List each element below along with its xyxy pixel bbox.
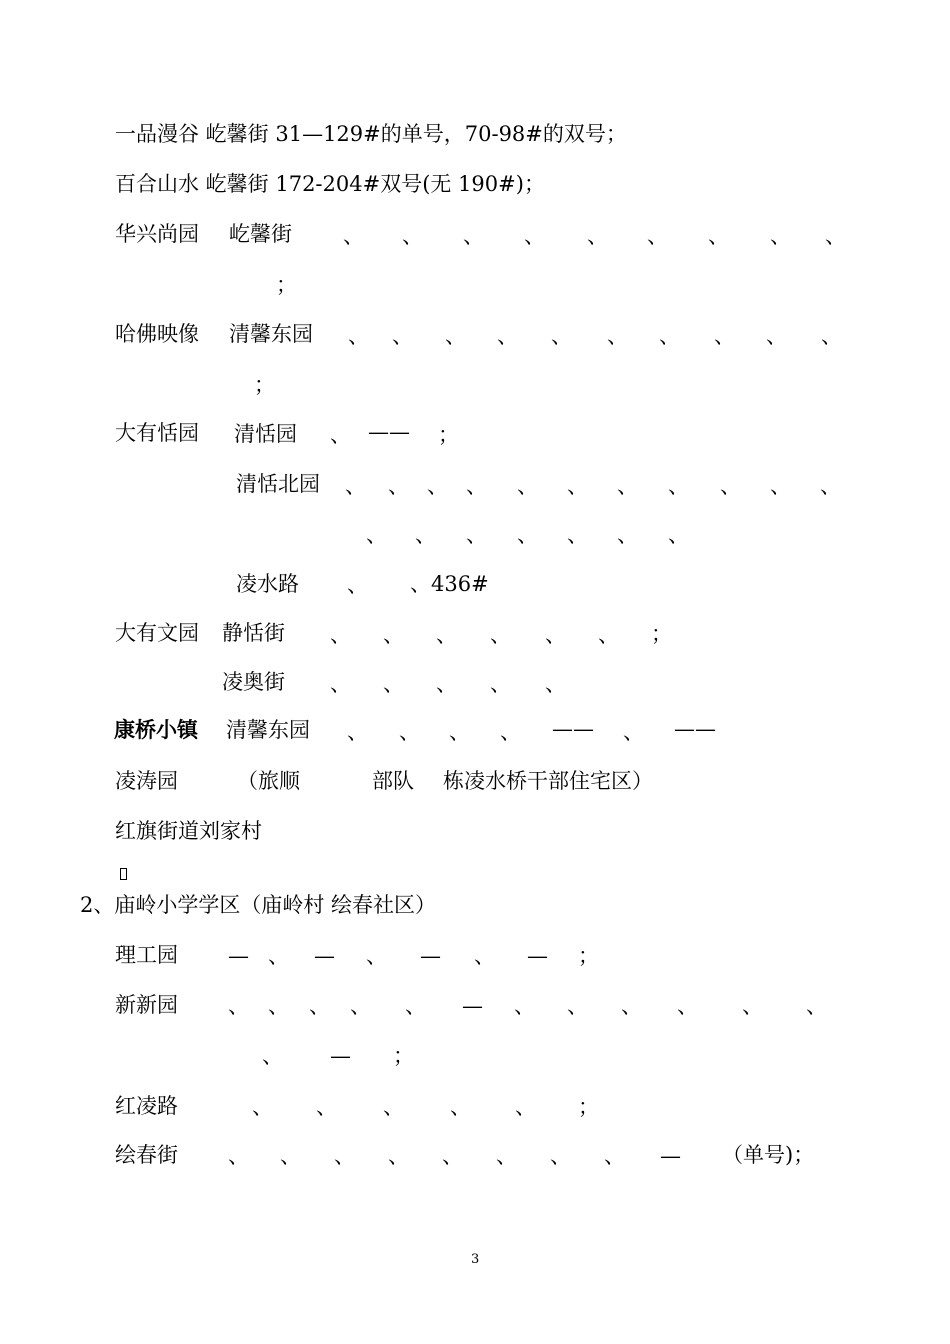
comma-glyph: 、 [770, 224, 791, 248]
comma-glyph: 、 [497, 324, 518, 348]
dayoutian-dash: —— [368, 420, 410, 444]
line-dayoutian-name: 大有恬园 [115, 421, 199, 445]
comma-glyph: 、 [466, 474, 487, 498]
comma-glyph: 、 [463, 224, 484, 248]
comma-glyph: 、 [617, 523, 638, 547]
comma-glyph: 、 [517, 474, 538, 498]
comma-glyph: 、 [720, 474, 741, 498]
comma-glyph: 、 [545, 623, 566, 647]
symbol-glyph: 、 [604, 1144, 625, 1168]
comma-glyph: 、 [343, 224, 364, 248]
comma-glyph: 、 [490, 623, 511, 647]
symbol-glyph: — [420, 944, 441, 968]
comma-glyph: 、 [708, 224, 729, 248]
line-lingtao-name: 凌涛园 [115, 769, 178, 793]
comma-glyph: 、 [551, 324, 572, 348]
comma-glyph: 、 [820, 474, 841, 498]
line-dayouwen-street: 静恬街 [222, 621, 285, 645]
line-huichun-name: 绘春街 [115, 1143, 178, 1167]
comma-glyph: 、 [515, 1095, 536, 1119]
symbol-glyph: — [462, 994, 483, 1018]
hongling-semicolon: ； [578, 1095, 599, 1119]
kangqiao-dash-1: —— [552, 717, 594, 741]
symbol-glyph: 、 [567, 994, 588, 1018]
symbol-glyph: — [228, 944, 249, 968]
page-number: 3 [471, 1252, 480, 1267]
comma-glyph: 、 [668, 474, 689, 498]
line-liujiacun: 红旗街道刘家村 [115, 819, 262, 843]
dayoutian-comma: 、 [330, 423, 351, 447]
comma-glyph: 、 [402, 224, 423, 248]
comma-glyph: 、 [388, 474, 409, 498]
comma-glyph: 、 [383, 672, 404, 696]
line-lingtao-a: （旅顺 [237, 769, 300, 793]
dayoutian-semicolon: ； [438, 423, 459, 447]
line-huaxing-name: 华兴尚园 [115, 222, 199, 246]
hafo-semicolon: ； [254, 373, 275, 397]
symbol-glyph: 、 [388, 1144, 409, 1168]
line-baihe: 百合山水 屹馨街 172-204#双号(无 190#)； [115, 172, 545, 196]
comma-glyph: 、 [450, 1095, 471, 1119]
symbol-glyph: 、 [228, 1144, 249, 1168]
symbol-glyph: ； [578, 944, 599, 968]
line-kangqiao-name: 康桥小镇 [114, 718, 198, 742]
symbol-glyph: 、 [806, 994, 827, 1018]
comma-glyph: 、 [330, 672, 351, 696]
symbol-glyph: 、 [280, 1144, 301, 1168]
line-lingtao-c: 栋凌水桥干部住宅区） [443, 769, 653, 793]
line-lingshui-street: 凌水路 [236, 572, 299, 596]
symbol-glyph: 、 [350, 994, 371, 1018]
comma-glyph: 、 [316, 1095, 337, 1119]
comma-glyph: 、 [617, 474, 638, 498]
line-hafo-name: 哈佛映像 [115, 322, 199, 346]
comma-glyph: 、 [392, 324, 413, 348]
lingshui-comma: 、 [347, 573, 368, 597]
symbol-glyph: 、 [496, 1144, 517, 1168]
comma-glyph: 、 [766, 324, 787, 348]
huichun-tail: （单号)； [722, 1143, 815, 1167]
symbol-glyph: 、 [228, 994, 249, 1018]
line-hafo-street: 清馨东园 [229, 322, 313, 346]
symbol-glyph: 、 [514, 994, 535, 1018]
line-hongling-name: 红凌路 [115, 1094, 178, 1118]
comma-glyph: 、 [500, 720, 521, 744]
symbol-glyph: 、 [268, 994, 289, 1018]
line-lingao-street: 凌奥街 [222, 670, 285, 694]
comma-glyph: 、 [415, 523, 436, 547]
comma-glyph: 、 [366, 523, 387, 547]
line-dayoutian-street: 清恬园 [234, 422, 297, 446]
symbol-glyph: — [330, 1044, 351, 1068]
comma-glyph: 、 [825, 224, 846, 248]
comma-glyph: 、 [348, 324, 369, 348]
line-kangqiao-street: 清馨东园 [226, 718, 310, 742]
comma-glyph: 、 [598, 623, 619, 647]
symbol-glyph: 、 [334, 1144, 355, 1168]
comma-glyph: 、 [587, 224, 608, 248]
comma-glyph: 、 [770, 474, 791, 498]
comma-glyph: 、 [668, 523, 689, 547]
comma-glyph: 、 [567, 474, 588, 498]
comma-glyph: 、 [567, 523, 588, 547]
comma-glyph: 、 [647, 224, 668, 248]
symbol-glyph: — [314, 944, 335, 968]
comma-glyph: 、 [821, 324, 842, 348]
line-yipin: 一品漫谷 屹馨街 31—129#的单号，70-98#的双号； [115, 122, 627, 146]
line-qingtianbei-street: 清恬北园 [236, 472, 320, 496]
comma-glyph: 、 [399, 720, 420, 744]
comma-glyph: 、 [383, 1095, 404, 1119]
symbol-glyph: 、 [550, 1144, 571, 1168]
comma-glyph: 、 [659, 324, 680, 348]
placeholder-box-icon [120, 868, 127, 880]
comma-glyph: 、 [345, 474, 366, 498]
symbol-glyph: 、 [309, 994, 330, 1018]
line-lingtao-b: 部队 [372, 769, 414, 793]
symbol-glyph: — [527, 944, 548, 968]
symbol-glyph: 、 [474, 944, 495, 968]
symbol-glyph: 、 [262, 1044, 283, 1068]
comma-glyph: 、 [436, 623, 457, 647]
comma-glyph: 、 [623, 720, 644, 744]
comma-glyph: 、 [545, 672, 566, 696]
symbol-glyph: 、 [742, 994, 763, 1018]
line-dayouwen-name: 大有文园 [115, 621, 199, 645]
comma-glyph: 、 [517, 523, 538, 547]
kangqiao-dash-2: —— [674, 717, 716, 741]
section-2-heading: 2、庙岭小学学区（庙岭村 绘春社区） [80, 893, 437, 917]
comma-glyph: 、 [714, 324, 735, 348]
comma-glyph: 、 [445, 324, 466, 348]
line-huaxing-street: 屹馨街 [229, 222, 292, 246]
comma-glyph: 、 [252, 1095, 273, 1119]
comma-glyph: 、 [607, 324, 628, 348]
symbol-glyph: 、 [442, 1144, 463, 1168]
symbol-glyph: 、 [366, 944, 387, 968]
comma-glyph: 、 [466, 523, 487, 547]
comma-glyph: 、 [436, 672, 457, 696]
symbol-glyph: 、 [677, 994, 698, 1018]
comma-glyph: 、 [347, 720, 368, 744]
comma-glyph: 、 [330, 623, 351, 647]
comma-glyph: 、 [524, 224, 545, 248]
symbol-glyph: 、 [268, 944, 289, 968]
line-xinxin-name: 新新园 [115, 993, 178, 1017]
symbol-glyph: ； [393, 1044, 414, 1068]
symbol-glyph: 、 [405, 994, 426, 1018]
line-ligong-name: 理工园 [115, 943, 178, 967]
symbol-glyph: 、 [621, 994, 642, 1018]
comma-glyph: 、 [427, 474, 448, 498]
huaxing-semicolon: ； [276, 273, 297, 297]
dayouwen-semicolon: ； [651, 622, 672, 646]
symbol-glyph: — [660, 1144, 681, 1168]
comma-glyph: 、 [490, 672, 511, 696]
lingshui-number: 、436# [410, 572, 489, 596]
comma-glyph: 、 [383, 623, 404, 647]
comma-glyph: 、 [449, 720, 470, 744]
